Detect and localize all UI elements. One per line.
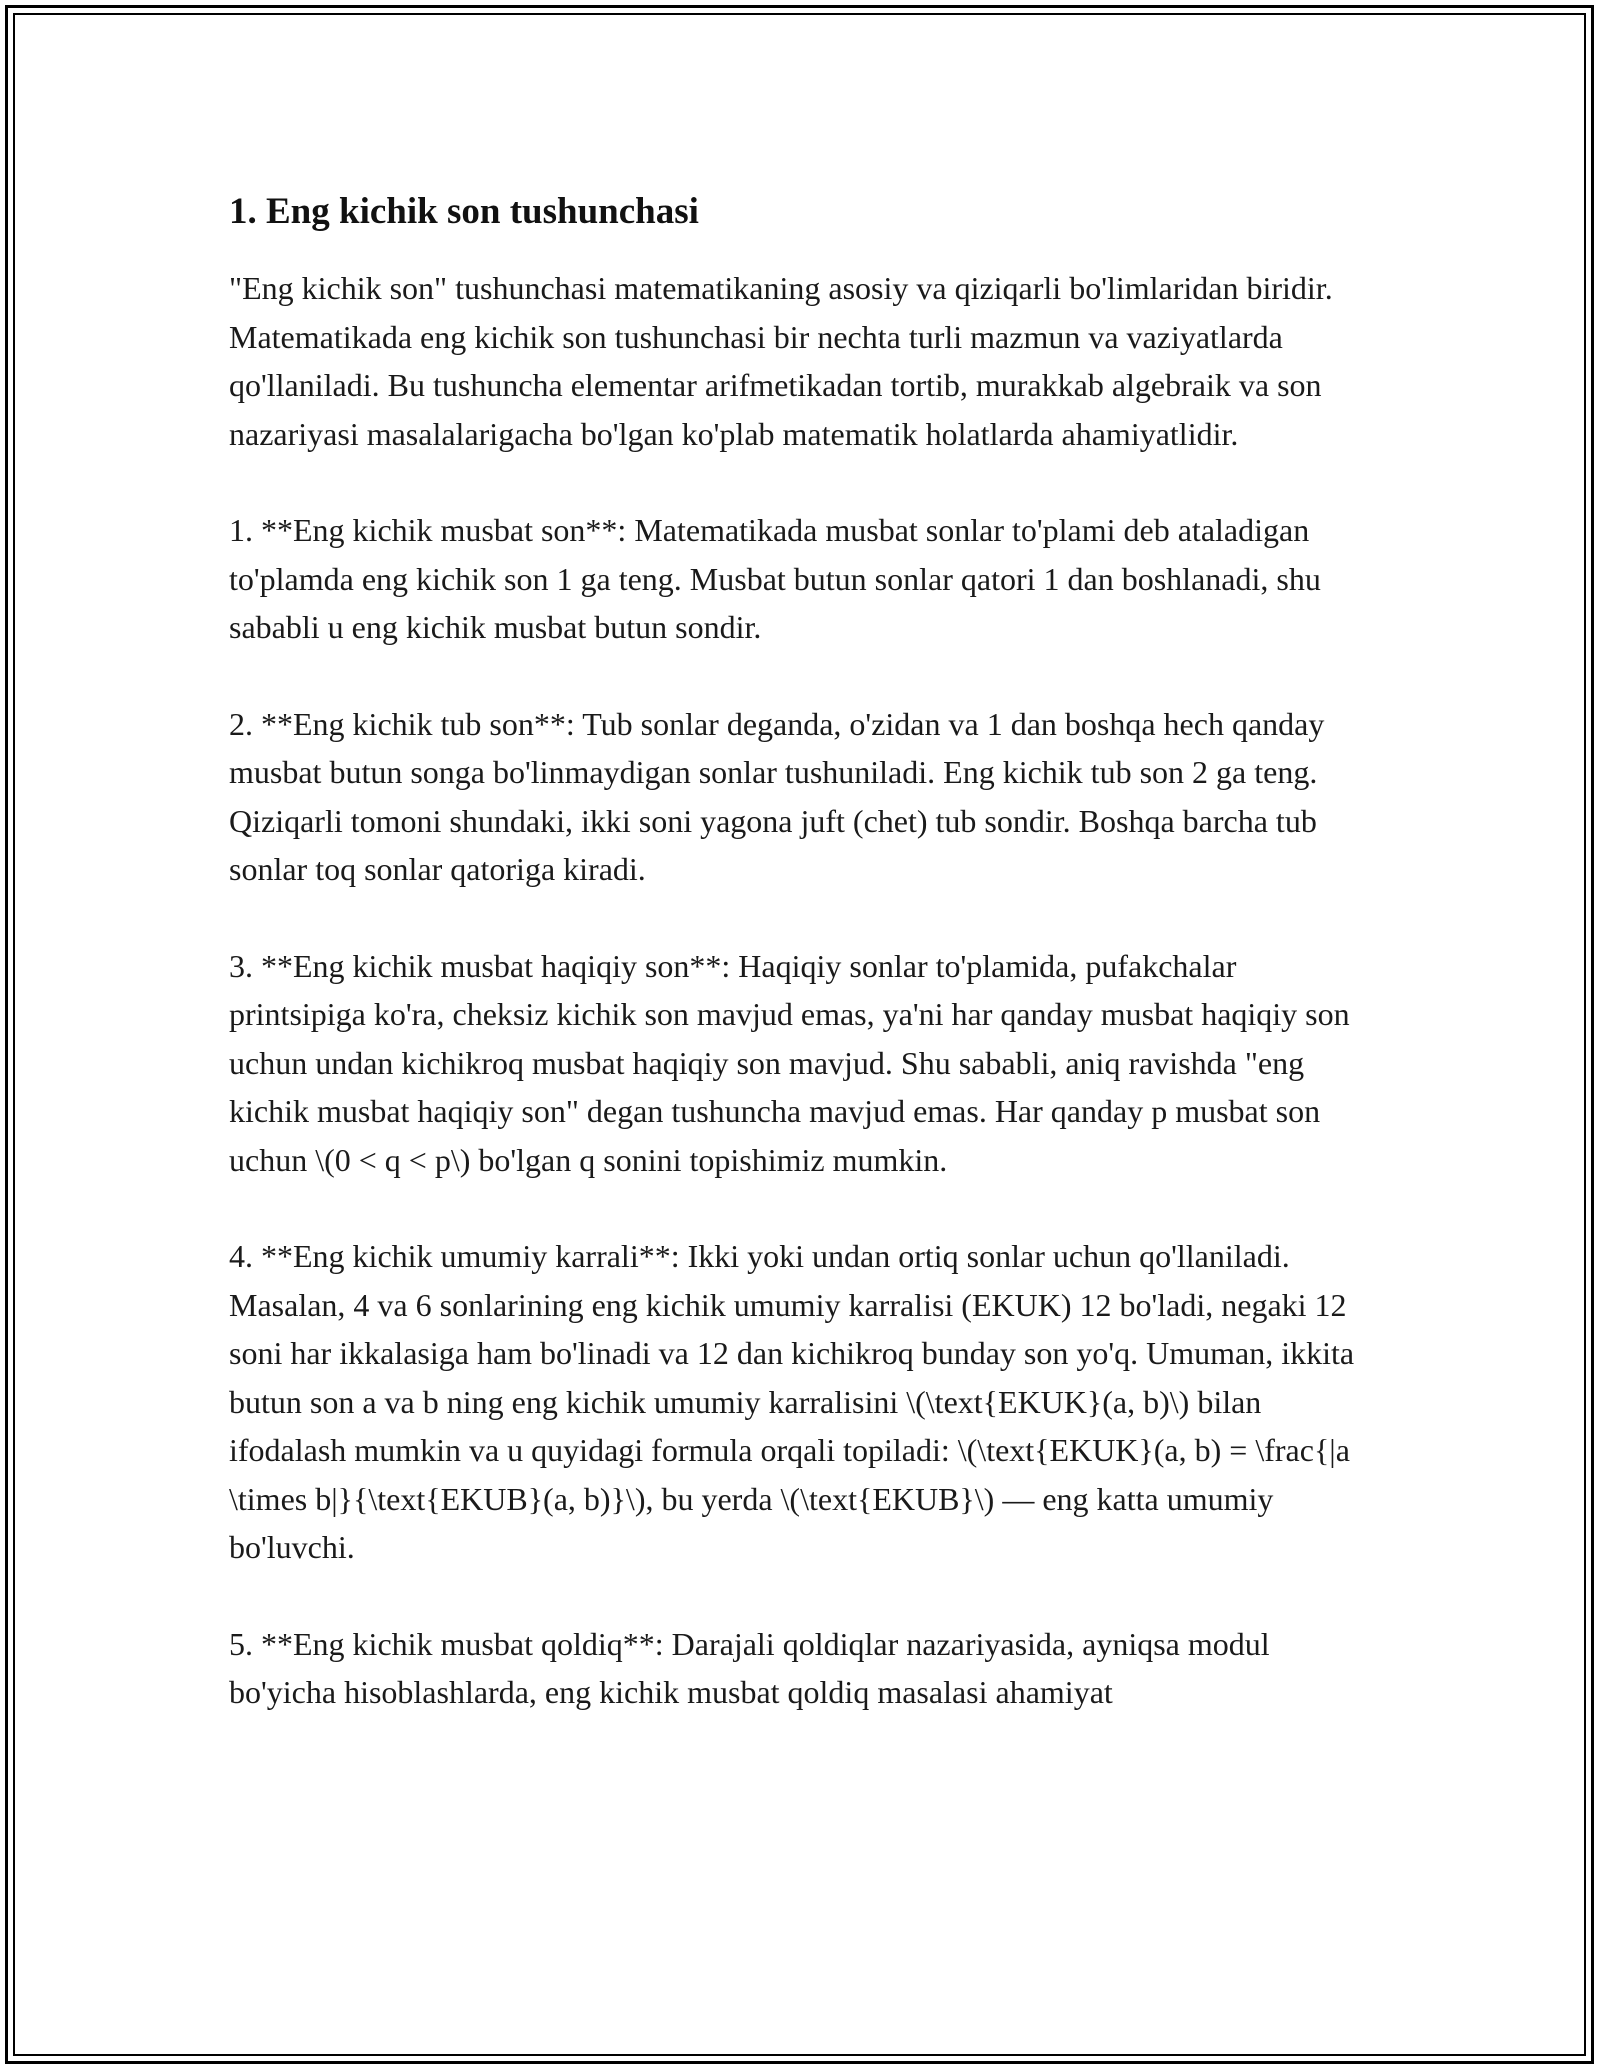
section-heading: 1. Eng kichik son tushunchasi <box>229 191 699 232</box>
document-body <box>229 186 1359 1765</box>
intro-paragraph: "Eng kichik son" tushunchasi matematikaning asosiy va qiziqarli bo'limlaridan biridir. Matematikada eng kichik son tushunchasi bir nechta turli mazmun va vaziyatlarda qo'llaniladi. Bu tushuncha elementar arifmetikadan tortib, murakkab algebraik va son nazariyasi masalalarigacha bo'lgan ko'plab matematik holatlarda ahamiyatlidir. <box>229 270 1333 452</box>
list-item-smallest-positive-residue: 5. **Eng kichik musbat qoldiq**: Darajali qoldiqlar nazariyasida, ayniqsa modul bo'yicha hisoblashlarda, eng kichik musbat qoldiq masalasi ahamiyat <box>229 1625 1270 1710</box>
list-item-smallest-positive-number: 1. **Eng kichik musbat son**: Matematikada musbat sonlar to'plami deb ataladigan to'plamda eng kichik son 1 ga teng. Musbat butun sonlar qatori 1 dan boshlanadi, shu sababli u eng kichik musbat butun sondir. <box>229 512 1321 645</box>
list-item-smallest-prime: 2. **Eng kichik tub son**: Tub sonlar deganda, o'zidan va 1 dan boshqa hech qanday musbat butun songa bo'linmaydigan sonlar tushuniladi. Eng kichik tub son 2 ga teng. Qiziqarli tomoni shundaki, ikki soni yagona juft (chet) tub sondir. Boshqa barcha tub sonlar toq sonlar qatoriga kiradi. <box>229 705 1325 887</box>
list-item-smallest-positive-real: 3. **Eng kichik musbat haqiqiy son**: Haqiqiy sonlar to'plamida, pufakchalar printsipiga ko'ra, cheksiz kichik son mavjud emas, ya'ni har qanday musbat haqiqiy son uchun undan kichikroq musbat haqiqiy son mavjud. Shu sababli, aniq ravishda "eng kichik musbat haqiqiy son" degan tushuncha mavjud emas. Har qanday p musbat son uchun \(0 < q < p\) bo'lgan q sonini topishimiz mumkin. <box>229 947 1350 1178</box>
list-item-least-common-multiple: 4. **Eng kichik umumiy karrali**: Ikki yoki undan ortiq sonlar uchun qo'llaniladi. Masalan, 4 va 6 sonlarining eng kichik umumiy karralisi (EKUK) 12 bo'ladi, negaki 12 soni har ikkalasiga ham bo'linadi va 12 dan kichikroq bunday son yo'q. Umuman, ikkita butun son a va b ning eng kichik umumiy karralisini \(\text{EKUK}(a, b)\) bilan ifodalash mumkin va u quyidagi formula orqali topiladi: \(\text{EKUK}(a, b) = \frac{|a \times b|}{\text{EKUB}(a, b)}\), bu yerda \(\text{EKUB}\) — eng katta umumiy bo'luvchi. <box>229 1238 1355 1565</box>
